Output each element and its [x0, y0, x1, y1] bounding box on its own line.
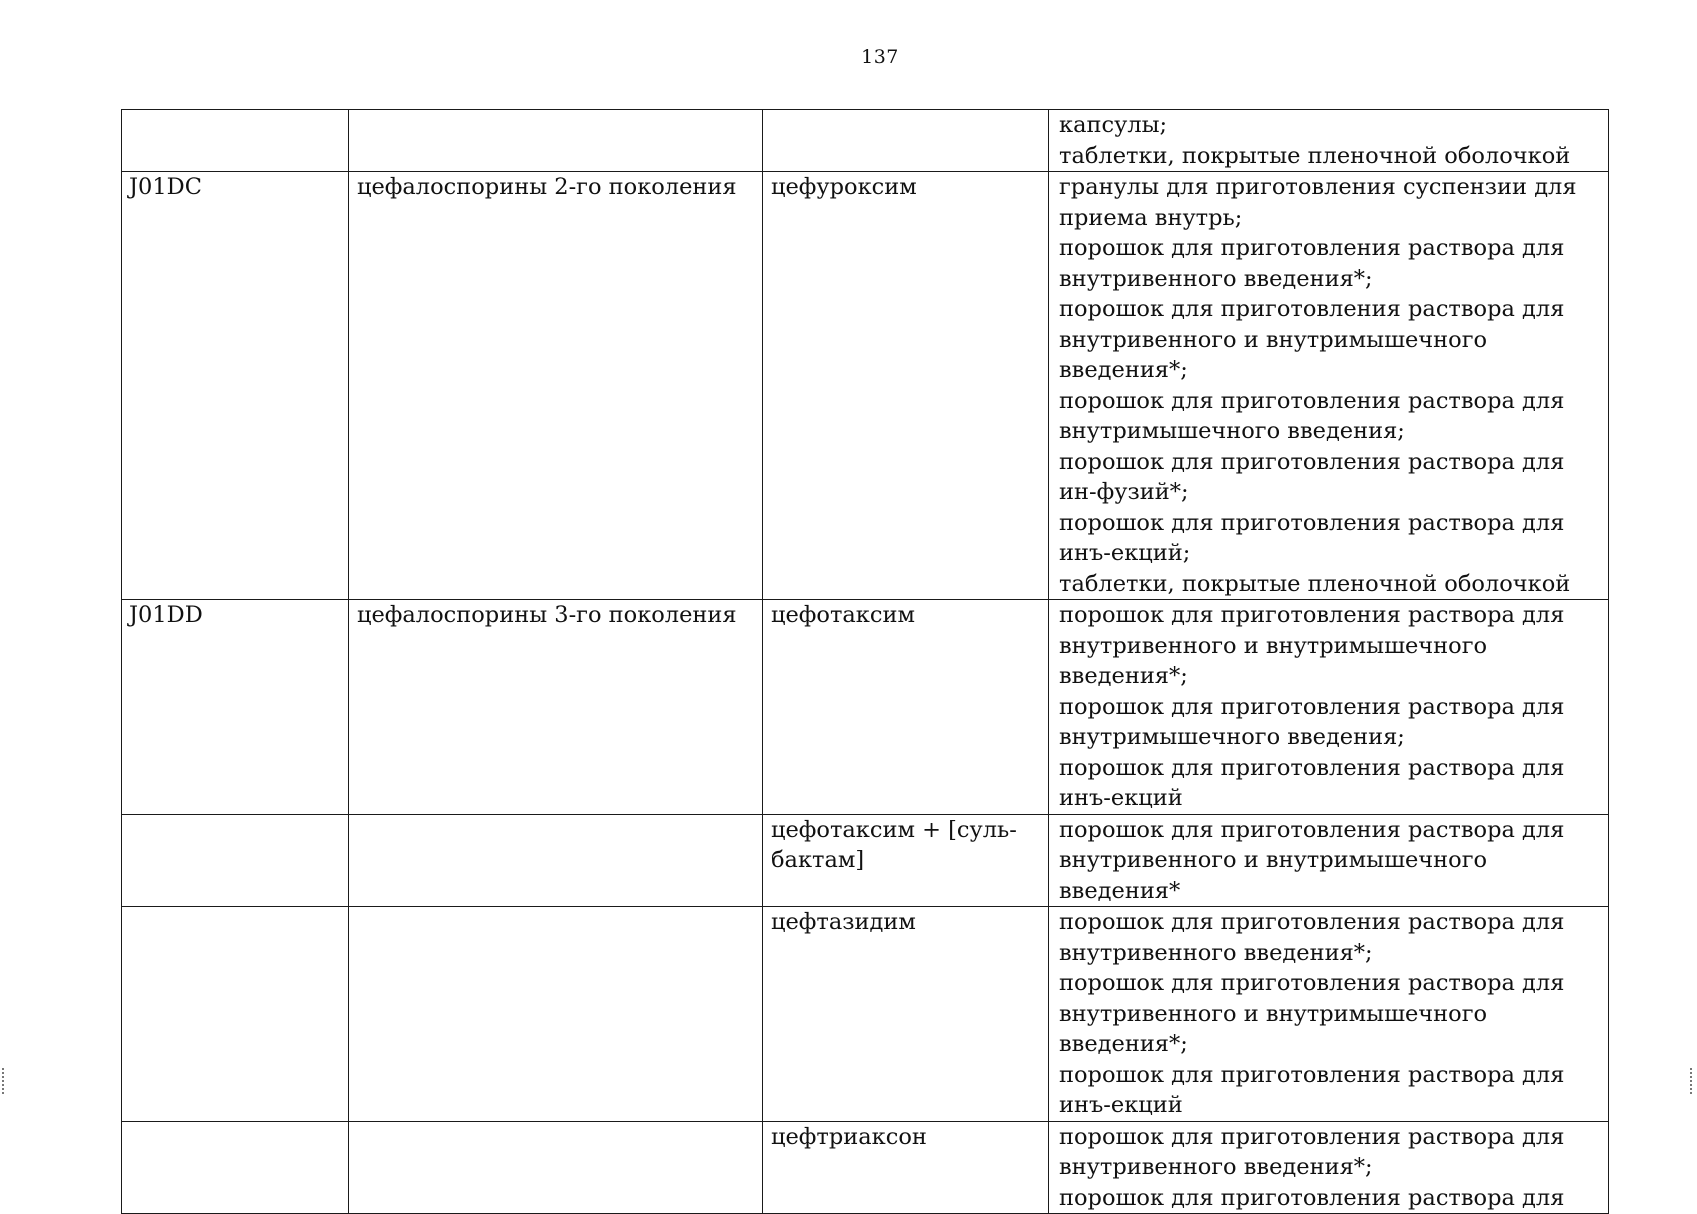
- dosage-form-item: порошок для приготовления раствора для инъ-екций: [1059, 1061, 1565, 1118]
- dosage-form-item: порошок для приготовления раствора для: [1059, 1184, 1565, 1211]
- atc-code-cell: [122, 110, 349, 172]
- table-row: [122, 172, 1609, 600]
- dosage-forms-cell: [1049, 110, 1609, 172]
- right-edge-mark: [1690, 1068, 1694, 1094]
- atc-code-cell: [122, 814, 349, 907]
- table-row: [122, 814, 1609, 907]
- page-number: 137: [861, 46, 899, 68]
- dosage-form-item: порошок для приготовления раствора для внутривенного и внутримышечного введения*;: [1059, 970, 1565, 1057]
- pharmacological-group-cell: цефалоспорины 3-го поколения: [349, 600, 763, 815]
- dosage-form-item: порошок для приготовления раствора для внутримышечного введения;: [1059, 693, 1565, 750]
- dosage-form-item: порошок для приготовления раствора для внутривенного и внутримышечного введения*: [1059, 816, 1565, 904]
- drug-name-cell: цефуроксим: [763, 172, 1049, 600]
- drug-name-cell: [763, 110, 1049, 172]
- medications-table: [121, 109, 1609, 1214]
- dosage-form-item: порошок для приготовления раствора для внутривенного введения*;: [1059, 1123, 1565, 1180]
- dosage-form-item: порошок для приготовления раствора для внутривенного введения*;: [1059, 909, 1565, 966]
- table-row: [122, 907, 1609, 1122]
- atc-code-cell: J01DD: [122, 600, 349, 815]
- dosage-form-item: гранулы для приготовления суспензии для приема внутрь;: [1059, 174, 1577, 231]
- pharmacological-group-cell: [349, 814, 763, 907]
- dosage-form-item: таблетки, покрытые пленочной оболочкой: [1059, 142, 1571, 169]
- dosage-form-item: порошок для приготовления раствора для ин-фузий*;: [1059, 448, 1565, 505]
- dosage-forms-cell: [1049, 907, 1609, 1122]
- drug-name-cell: цефтриаксон: [763, 1121, 1049, 1214]
- atc-code-cell: J01DC: [122, 172, 349, 600]
- table-body: [122, 110, 1609, 1214]
- atc-code-cell: [122, 907, 349, 1122]
- dosage-forms-cell: [1049, 172, 1609, 600]
- dosage-form-item: капсулы;: [1059, 112, 1168, 138]
- drug-name-cell: цефтазидим: [763, 907, 1049, 1122]
- pharmacological-group-cell: цефалоспорины 2-го поколения: [349, 172, 763, 600]
- table-row: [122, 110, 1609, 172]
- drug-name-cell: цефотаксим: [763, 600, 1049, 815]
- dosage-form-item: порошок для приготовления раствора для инъ-екций;: [1059, 509, 1565, 566]
- dosage-forms-cell: [1049, 600, 1609, 815]
- left-edge-mark: [2, 1068, 6, 1094]
- dosage-form-item: таблетки, покрытые пленочной оболочкой: [1059, 570, 1571, 597]
- pharmacological-group-cell: [349, 110, 763, 172]
- dosage-forms-cell: [1049, 814, 1609, 907]
- dosage-form-item: порошок для приготовления раствора для внутривенного и внутримышечного введения*;: [1059, 296, 1565, 383]
- drug-name-cell: цефотаксим + [суль-бактам]: [763, 814, 1049, 907]
- dosage-form-item: порошок для приготовления раствора для внутривенного введения*;: [1059, 235, 1565, 292]
- dosage-form-item: порошок для приготовления раствора для внутримышечного введения;: [1059, 387, 1565, 444]
- table-row: [122, 600, 1609, 815]
- pharmacological-group-cell: [349, 907, 763, 1122]
- dosage-form-item: порошок для приготовления раствора для инъ-екций: [1059, 754, 1565, 811]
- dosage-form-item: порошок для приготовления раствора для внутривенного и внутримышечного введения*;: [1059, 602, 1565, 689]
